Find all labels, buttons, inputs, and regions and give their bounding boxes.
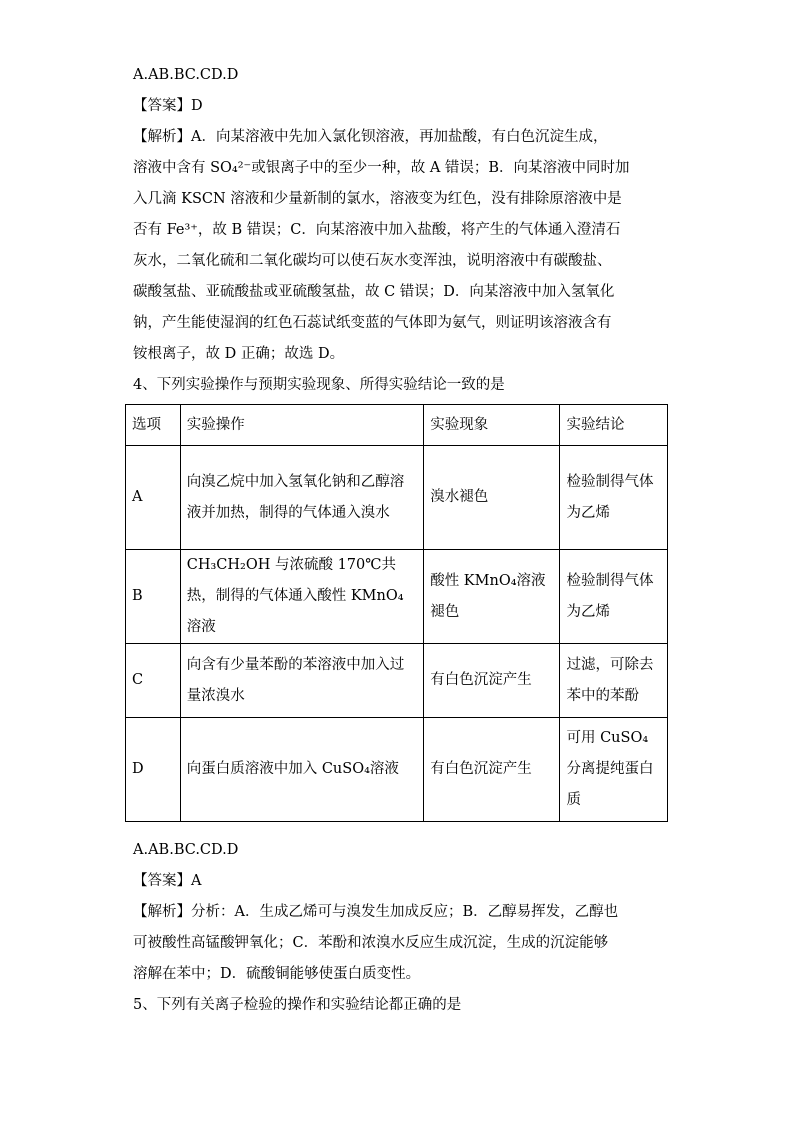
phenomenon-cell: 溴水褪色 bbox=[424, 446, 560, 550]
q5-stem: 5、下列有关离子检验的操作和实验结论都正确的是 bbox=[133, 997, 462, 1013]
analysis-line: 钠，产生能使湿润的红色石蕊试纸变蓝的气体即为氨气，则证明该溶液含有 bbox=[133, 315, 612, 331]
table-row bbox=[126, 644, 668, 718]
operation-cell: CH₃CH₂OH 与浓硫酸 170℃共热，制得的气体通入酸性 KMnO₄溶液 bbox=[180, 550, 423, 644]
conclusion-cell: 过滤，可除去苯中的苯酚 bbox=[560, 644, 668, 718]
q3-analysis bbox=[133, 122, 668, 370]
conclusion-cell: 检验制得气体为乙烯 bbox=[560, 446, 668, 550]
phenomenon-cell: 酸性 KMnO₄溶液褪色 bbox=[424, 550, 560, 644]
analysis-line: 溶解在苯中；D．硫酸铜能够使蛋白质变性。 bbox=[133, 966, 421, 982]
q4-analysis bbox=[133, 897, 668, 990]
analysis-label: 【解析】 bbox=[133, 904, 191, 920]
analysis-line: 铵根离子，故 D 正确；故选 D。 bbox=[133, 346, 345, 362]
q3-options: A.AB.BC.CD.D bbox=[133, 67, 239, 83]
operation-cell: 向溴乙烷中加入氢氧化钠和乙醇溶液并加热，制得的气体通入溴水 bbox=[180, 446, 423, 550]
conclusion-cell: 可用 CuSO₄分离提纯蛋白质 bbox=[560, 718, 668, 822]
analysis-line: 入几滴 KSCN 溶液和少量新制的氯水，溶液变为红色，没有排除原溶液中是 bbox=[133, 191, 622, 207]
answer-value: D bbox=[191, 98, 203, 114]
analysis-line: 可被酸性高锰酸钾氧化；C．苯酚和浓溴水反应生成沉淀，生成的沉淀能够 bbox=[133, 935, 609, 951]
header-cell: 实验操作 bbox=[180, 405, 423, 446]
conclusion-cell: 检验制得气体为乙烯 bbox=[560, 550, 668, 644]
option-cell: B bbox=[126, 550, 181, 644]
operation-cell: 向蛋白质溶液中加入 CuSO₄溶液 bbox=[180, 718, 423, 822]
q4-answer bbox=[133, 866, 668, 897]
option-cell: C bbox=[126, 644, 181, 718]
header-cell: 实验结论 bbox=[560, 405, 668, 446]
operation-cell: 向含有少量苯酚的苯溶液中加入过量浓溴水 bbox=[180, 644, 423, 718]
header-cell: 实验现象 bbox=[424, 405, 560, 446]
analysis-line: 分析：A．生成乙烯可与溴发生加成反应；B．乙醇易挥发，乙醇也 bbox=[191, 904, 619, 920]
option-cell: D bbox=[126, 718, 181, 822]
header-cell: 选项 bbox=[126, 405, 181, 446]
table-row bbox=[126, 550, 668, 644]
answer-value: A bbox=[191, 873, 202, 889]
analysis-line: 否有 Fe³⁺，故 B 错误；C．向某溶液中加入盐酸，将产生的气体通入澄清石 bbox=[133, 222, 621, 238]
phenomenon-cell: 有白色沉淀产生 bbox=[424, 644, 560, 718]
analysis-line: 溶液中含有 SO₄²⁻或银离子中的至少一种，故 A 错误；B．向某溶液中同时加 bbox=[133, 160, 630, 176]
q4-options: A.AB.BC.CD.D bbox=[133, 842, 239, 858]
phenomenon-cell: 有白色沉淀产生 bbox=[424, 718, 560, 822]
experiment-table bbox=[125, 404, 668, 822]
table-header-row bbox=[126, 405, 668, 446]
answer-label: 【答案】 bbox=[133, 873, 191, 889]
answer-label: 【答案】 bbox=[133, 98, 191, 114]
table-row bbox=[126, 446, 668, 550]
analysis-line: 灰水，二氧化硫和二氧化碳均可以使石灰水变浑浊，说明溶液中有碳酸盐、 bbox=[133, 253, 612, 269]
analysis-line: A．向某溶液中先加入氯化钡溶液，再加盐酸，有白色沉淀生成， bbox=[191, 129, 608, 145]
table-row bbox=[126, 718, 668, 822]
analysis-line: 碳酸氢盐、亚硫酸盐或亚硫酸氢盐，故 C 错误；D．向某溶液中加入氢氧化 bbox=[133, 284, 615, 300]
q3-answer bbox=[133, 91, 668, 122]
analysis-label: 【解析】 bbox=[133, 129, 191, 145]
q4-stem: 4、下列实验操作与预期实验现象、所得实验结论一致的是 bbox=[133, 377, 505, 393]
option-cell: A bbox=[126, 446, 181, 550]
